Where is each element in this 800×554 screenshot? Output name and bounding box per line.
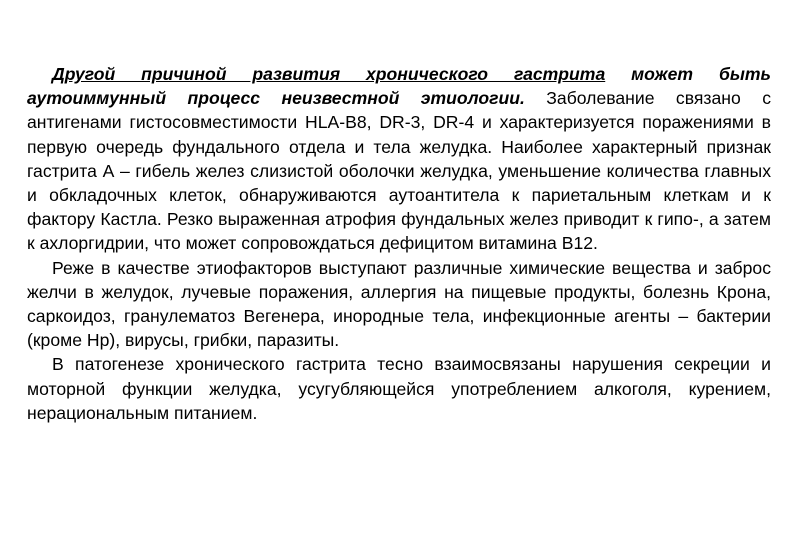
- paragraph-other-etiofactors: Реже в качестве этиофакторов выступают различные химические вещества и заброс желчи в желудок, лучевые поражения, аллергия на пищевые продукты, болезнь Крона, саркоидоз, гранулематоз Вегенера, инородные тела, инфекционные агенты – бактерии (кроме Hp), вирусы, грибки, паразиты.: [27, 257, 771, 351]
- document-text: [27, 62, 771, 425]
- paragraph-body: Заболевание связано с антигенами гистосовместимости HLA-B8, DR-3, DR-4 и характеризуется поражениями в первую очередь фундального отдела и тела желудка. Наиболее характерный признак гастрита А – гибель желез слизистой оболочки желудка, уменьшение количества главных и обкладочных клеток, обнаруживаются аутоантитела к париетальным клеткам и к фактору Кастла. Резко выраженная атрофия фундальных желез приводит к гипо-, а затем к ахлоргидрии, что может сопровождаться дефицитом витамина B12.: [27, 88, 771, 254]
- emphasized-heading: может быть аутоиммунный процесс неизвестной этиологии.: [27, 64, 771, 109]
- paragraph-autoimmune-cause: [27, 62, 771, 256]
- paragraph-pathogenesis: В патогенезе хронического гастрита тесно взаимосвязаны нарушения секреции и моторной функции желудка, усугубляющейся употреблением алкоголя, курением, нерациональным питанием.: [27, 354, 771, 423]
- emphasized-heading-underlined: Другой причиной развития хронического гастрита: [52, 64, 606, 84]
